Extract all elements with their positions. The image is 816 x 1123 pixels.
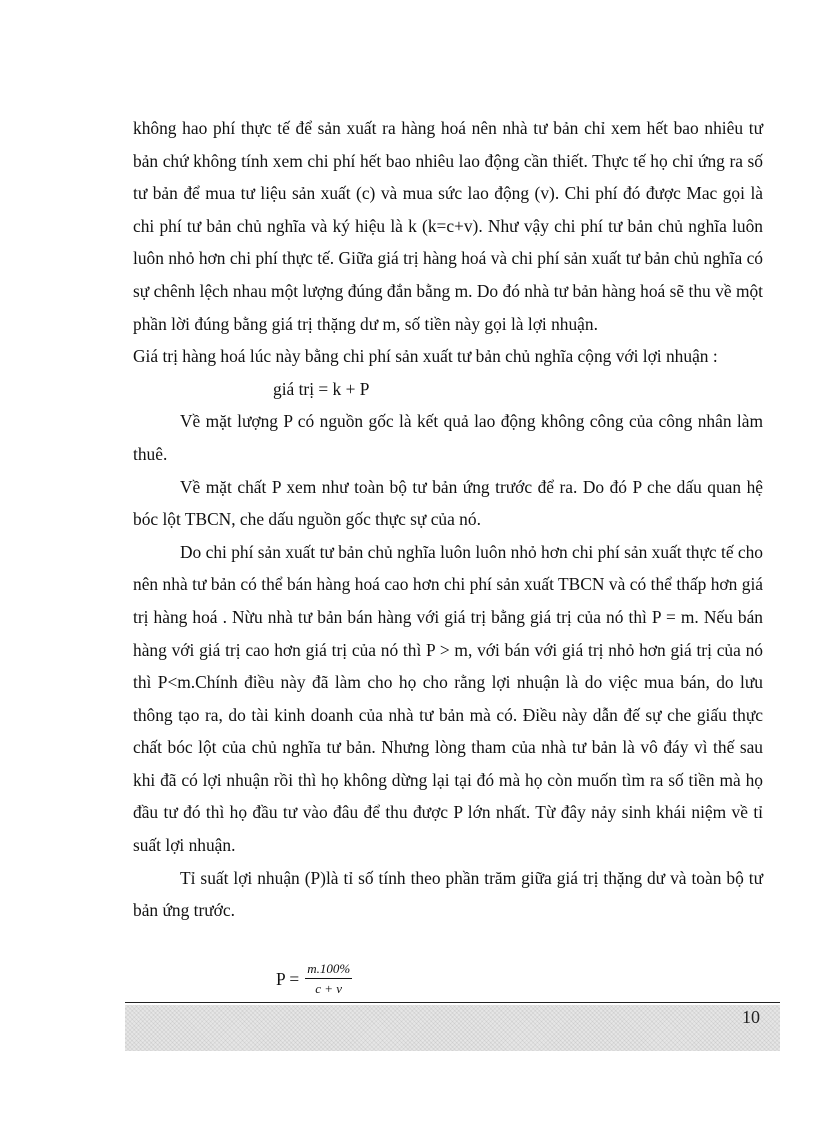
paragraph-profit-cost: không hao phí thực tế để sản xuất ra hàng hoá nên nhà tư bản chỉ xem hết bao nhiêu tư bản chứ không tính xem chi phí hết bao nhiêu lao động cần thiết. Thực tế họ chỉ ứng ra số tư bản để mua tư liệu sản xuất (c) và mua sức lao động (v). Chi phí đó được Mac gọi là chi phí tư bản chủ nghĩa và ký hiệu là k (k=c+v). Như vậy chi phí tư bản chủ nghĩa luôn luôn nhỏ hơn chi phí thực tế. Giữa giá trị hàng hoá và chi phí sản xuất tư bản chủ nghĩa có sự chênh lệch nhau một lượng đúng đắn bằng m. Do đó nhà tư bản hàng hoá sẽ thu về một phần lời đúng bằng giá trị thặng dư m, số tiền này gọi là lợi nhuận. — [133, 118, 763, 334]
paragraph-selling-price: Do chi phí sản xuất tư bản chủ nghĩa luôn luôn nhỏ hơn chi phí sản xuất thực tế cho nên nhà tư bản có thể bán hàng hoá cao hơn chi phí sản xuất TBCN và có thể thấp hơn giá trị hàng hoá . Nừu nhà tư bản bán hàng với giá trị bằng giá trị của nó thì P = m. Nếu bán hàng với giá trị cao hơn giá trị của nó thì P > m, với bán với giá trị nhỏ hơn giá trị của nó thì P<m.Chính điều này đã làm cho họ cho rằng lợi nhuận là do việc mua bán, do lưu thông tạo ra, do tài kinh doanh của nhà tư bản mà có. Điều này dẫn đế sự che giấu thực chất bóc lột của chủ nghĩa tư bản. Nhưng lòng tham của nhà tư bản là vô đáy vì thế sau khi đã có lợi nhuận rồi thì họ không dừng lại tại đó mà họ còn muốn tìm ra số tiền mà họ đầu tư đó thì họ đầu tư vào đâu để thu được P lớn nhất. Từ đây nảy sinh khái niệm về tỉ suất lợi nhuận. — [133, 541, 763, 856]
formula-fraction — [305, 961, 352, 997]
footer-divider — [125, 1002, 780, 1003]
paragraph-quality-aspect: Về mặt chất P xem như toàn bộ tư bản ứng trước để ra. Do đó P che dấu quan hệ bóc lột TBCN, che dấu nguồn gốc thực sự của nó. — [133, 476, 763, 530]
value-formula: giá trị = k + P — [273, 378, 370, 399]
page-number: 10 — [742, 1007, 760, 1027]
paragraph-profit-rate-definition: Tỉ suất lợi nhuận (P)là tỉ số tính theo phần trăm giữa giá trị thặng dư và toàn bộ tư bản ứng trước. — [133, 867, 763, 921]
paragraph-value-equation-intro: Giá trị hàng hoá lúc này bằng chi phí sản xuất tư bản chủ nghĩa cộng với lợi nhuận : — [133, 346, 718, 367]
formula-lhs: P = — [276, 968, 300, 989]
body-text — [133, 112, 763, 927]
formula-numerator: m.100% — [307, 961, 351, 976]
formula-denominator: c + v — [315, 981, 343, 996]
profit-rate-formula — [276, 957, 352, 1001]
paragraph-quantity-aspect: Về mặt lượng P có nguồn gốc là kết quả lao động không công của công nhân làm thuê. — [133, 411, 763, 464]
page-footer — [125, 1005, 780, 1051]
